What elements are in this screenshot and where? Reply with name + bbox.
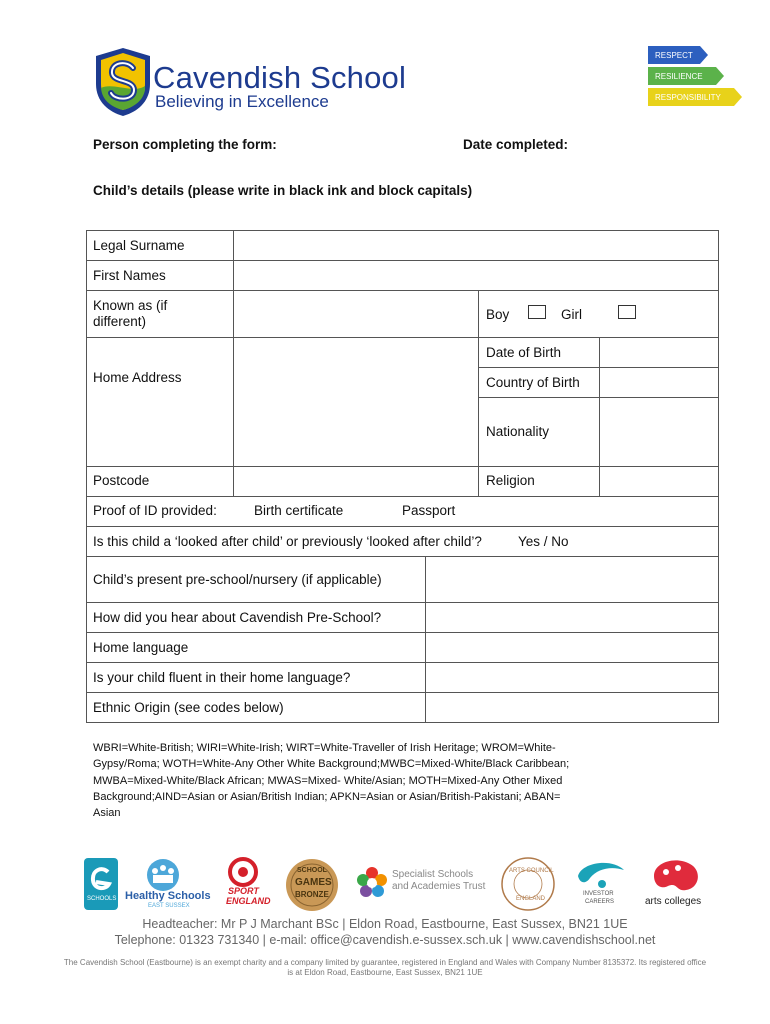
date-of-birth-label: Date of Birth <box>486 345 562 360</box>
specialist-schools-logo <box>356 866 388 898</box>
school-name: Cavendish School <box>153 60 407 95</box>
england-label: ENGLAND <box>226 896 271 906</box>
school-shield-logo <box>93 46 153 118</box>
religion-label: Religion <box>486 473 535 488</box>
gender-cell <box>478 290 719 338</box>
careers-label: CAREERS <box>585 899 615 905</box>
e-schools-label: SCHOOLS <box>87 896 117 902</box>
known-as-field[interactable] <box>233 290 479 338</box>
fluent-label: Is your child fluent in their home language? <box>93 670 351 685</box>
home-language-field[interactable] <box>425 632 719 663</box>
hear-about-field[interactable] <box>425 602 719 633</box>
legal-surname-label: Legal Surname <box>93 238 185 253</box>
fluent-field[interactable] <box>425 662 719 693</box>
arts-colleges-logo <box>650 858 702 894</box>
ethnic-origin-label: Ethnic Origin (see codes below) <box>93 700 284 715</box>
value-responsibility: RESPONSIBILITY <box>655 93 721 102</box>
postcode-label: Postcode <box>93 473 150 488</box>
school-games-label-2: GAMES <box>295 877 332 888</box>
first-names-field[interactable] <box>233 260 719 291</box>
hear-about-label: How did you hear about Cavendish Pre-School? <box>93 610 382 625</box>
arts-colleges-label: arts colleges <box>645 896 702 907</box>
nationality-label: Nationality <box>486 424 550 439</box>
investor-label: INVESTOR <box>583 891 614 897</box>
specialist-schools-line1: Specialist Schools <box>392 869 474 880</box>
sport-england-logo <box>228 857 258 887</box>
date-completed-label: Date completed: <box>463 137 569 152</box>
ethnic-origin-field[interactable] <box>425 692 719 723</box>
arts-council-england: ENGLAND <box>516 896 546 902</box>
contact-details: Telephone: 01323 731340 | e-mail: office@cavendish.e-sussex.sch.uk | www.cavendishschool.net <box>114 933 656 947</box>
headteacher-address: Headteacher: Mr P J Marchant BSc | Eldon Road, Eastbourne, East Sussex, BN21 1UE <box>142 917 628 931</box>
birth-certificate-option[interactable]: Birth certificate <box>254 503 344 518</box>
home-address-label-cell <box>86 337 234 467</box>
boy-checkbox[interactable] <box>528 305 546 319</box>
passport-option[interactable]: Passport <box>402 503 456 518</box>
first-names-label: First Names <box>93 268 166 283</box>
girl-checkbox[interactable] <box>618 305 636 319</box>
religion-field[interactable] <box>599 466 719 497</box>
investor-in-careers-logo <box>576 858 626 890</box>
country-of-birth-field[interactable] <box>599 367 719 398</box>
date-of-birth-field[interactable] <box>599 337 719 368</box>
ethnic-codes-line: Gypsy/Roma; WOTH=White-Any Other White Background;MWBC=Mixed-White/Black Caribbean; <box>93 758 570 771</box>
ethnic-codes-text <box>93 740 583 821</box>
ethnic-codes-line: MWBA=Mixed-White/Black African; MWAS=Mixed- White/Asian; MOTH=Mixed-Any Other Mixed <box>93 774 563 787</box>
healthy-schools-sub: EAST SUSSEX <box>148 903 190 909</box>
home-address-label: Home Address <box>93 370 182 385</box>
nationality-field[interactable] <box>599 397 719 467</box>
country-of-birth-label: Country of Birth <box>486 375 580 390</box>
specialist-schools-line2: and Academies Trust <box>392 881 486 892</box>
school-tagline: Believing in Excellence <box>155 92 329 111</box>
healthy-schools-name: Healthy Schools <box>125 890 211 902</box>
ethnic-codes-line: Background;AIND=Asian or Asian/British Indian; APKN=Asian or Asian/British-Pakistani; ABAN= Asian <box>93 790 561 820</box>
looked-after-label: Is this child a ‘looked after child’ or previously ‘looked after child’? <box>93 534 482 549</box>
yes-no-option[interactable]: Yes / No <box>518 534 569 549</box>
postcode-field[interactable] <box>233 466 479 497</box>
boy-label: Boy <box>486 307 510 322</box>
school-games-label-1: SCHOOL <box>297 867 327 874</box>
girl-label: Girl <box>561 307 582 322</box>
legal-notice: The Cavendish School (Eastbourne) is an exempt charity and a company limited by guarantee, registered in England and Wales with Company Number 8135372. Its registered office is at Eldon Road, Eastbourne, East Sussex, BN21 1UE <box>63 958 707 977</box>
arts-council-logo <box>500 856 556 912</box>
pre-school-field[interactable] <box>425 556 719 603</box>
school-games-label-3: BRONZE <box>295 890 329 899</box>
known-as-label-line1: Known as (if <box>93 298 168 313</box>
e-schools-logo <box>84 858 118 910</box>
healthy-schools-logo <box>143 857 183 891</box>
arts-council-label: ARTS COUNCIL <box>509 868 554 874</box>
value-respect: RESPECT <box>655 51 693 60</box>
value-resilience: RESILIENCE <box>655 72 703 81</box>
sport-label: SPORT <box>228 886 259 896</box>
home-language-label: Home language <box>93 640 189 655</box>
legal-surname-field[interactable] <box>233 230 719 261</box>
ethnic-codes-line: WBRI=White-British; WIRI=White-Irish; WIRT=White-Traveller of Irish Heritage; WROM=White- <box>93 742 556 754</box>
section-title: Child’s details (please write in black ink and block capitals) <box>93 183 473 198</box>
proof-of-id-label: Proof of ID provided: <box>93 503 217 518</box>
person-completing-label: Person completing the form: <box>93 137 277 152</box>
home-address-field[interactable] <box>233 337 479 467</box>
pre-school-label: Child’s present pre-school/nursery (if applicable) <box>93 572 382 587</box>
known-as-label-line2: different) <box>93 314 147 329</box>
